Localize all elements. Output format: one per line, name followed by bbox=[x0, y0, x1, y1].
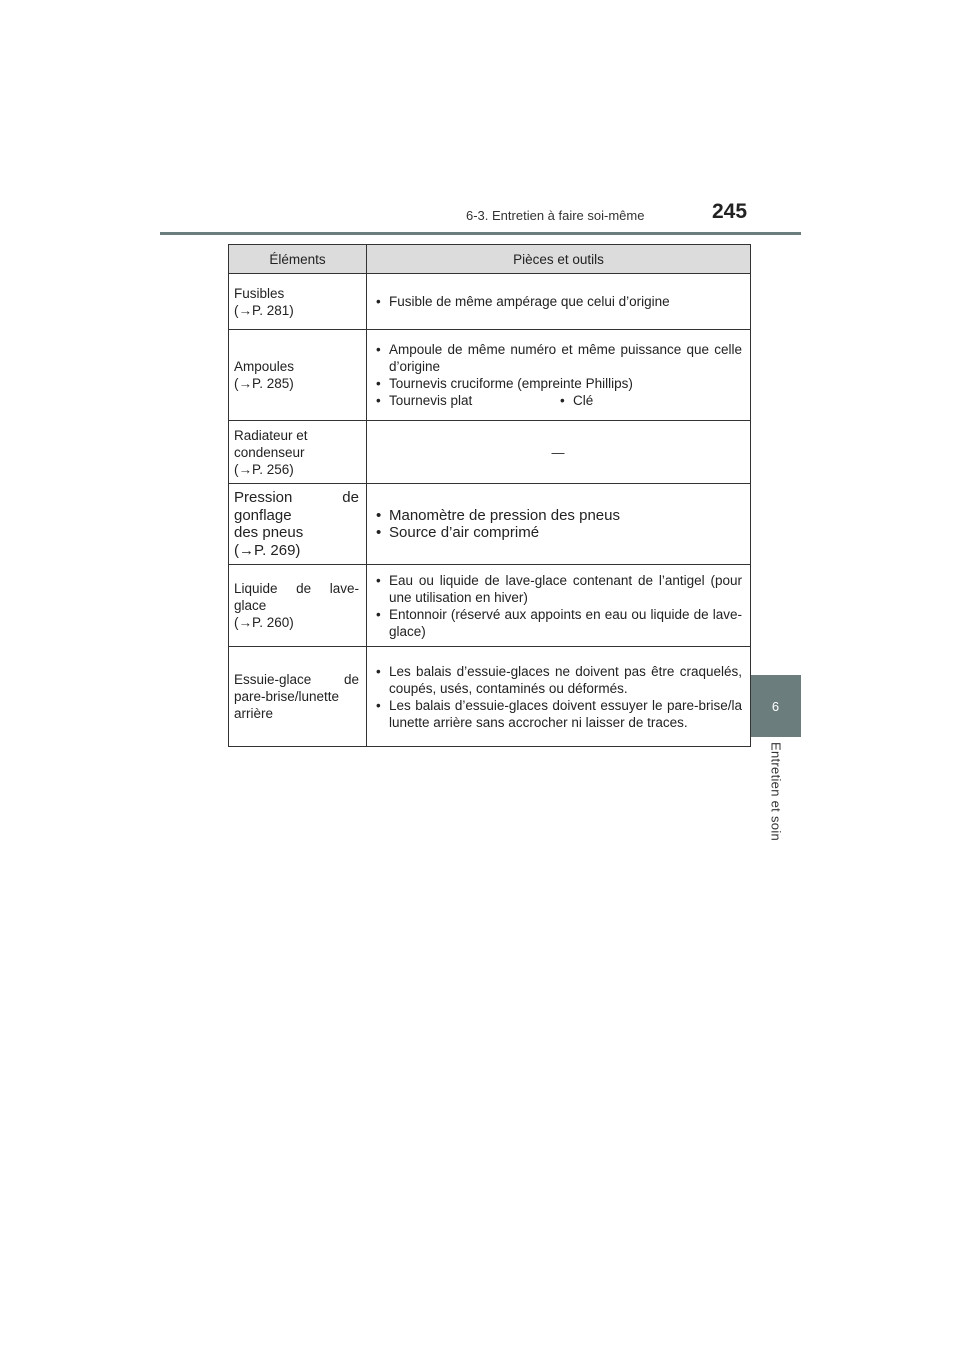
list-item: • Tournevis cruciforme (empreinte Phillips) bbox=[374, 375, 742, 392]
table-row bbox=[229, 565, 751, 647]
item-text: des pneus bbox=[234, 524, 304, 541]
page-reference: (→P. 260) bbox=[234, 615, 294, 630]
list-item: • Fusible de même ampérage que celui d’origine bbox=[374, 293, 742, 310]
tools-cell bbox=[367, 484, 751, 565]
item-text: Essuie-glace de pare-brise/lunette arrière bbox=[234, 672, 359, 721]
item-cell bbox=[229, 421, 367, 484]
page-reference: (→P. 281) bbox=[234, 302, 294, 318]
list-item: • Entonnoir (réservé aux appoints en eau ou liquide de lave-glace) bbox=[374, 606, 742, 640]
not-applicable-dash: — bbox=[551, 444, 565, 460]
item-text: Fusibles bbox=[234, 285, 285, 301]
item-text: Ampoules bbox=[234, 359, 295, 374]
table-row bbox=[229, 274, 751, 330]
section-title: 6-3. Entretien à faire soi-même bbox=[466, 208, 645, 223]
tools-cell bbox=[367, 647, 751, 747]
page-reference: (→P. 269) bbox=[234, 541, 301, 559]
item-cell bbox=[229, 330, 367, 421]
list-item: • Les balais d’essuie-glaces doivent essuyer le pare-brise/la lunette arrière sans accrocher ni laisser de traces. bbox=[374, 697, 742, 731]
item-cell bbox=[229, 647, 367, 747]
chapter-number: 6 bbox=[771, 698, 780, 714]
tools-cell bbox=[367, 330, 751, 421]
column-header-tools: Pièces et outils bbox=[367, 245, 751, 274]
chapter-label: Entretien et soin bbox=[768, 742, 784, 842]
header-divider bbox=[160, 232, 801, 235]
list-item: • Tournevis plat bbox=[374, 392, 558, 409]
page-reference: (→P. 256) bbox=[234, 461, 294, 477]
table-row bbox=[229, 647, 751, 747]
list-item: • Ampoule de même numéro et même puissance que celle d’origine bbox=[374, 341, 742, 375]
list-item: • Source d’air comprimé bbox=[374, 524, 742, 542]
parts-tools-table bbox=[228, 244, 751, 747]
chapter-tab bbox=[750, 675, 801, 737]
list-item: • Les balais d’essuie-glaces ne doivent pas être craquelés, coupés, usés, contaminés ou déformés. bbox=[374, 663, 742, 697]
tools-cell bbox=[367, 274, 751, 330]
item-text: Radiateur et bbox=[234, 427, 308, 443]
list-item: • Eau ou liquide de lave-glace contenant de l’antigel (pour une utilisation en hiver) bbox=[374, 572, 742, 606]
item-cell bbox=[229, 274, 367, 330]
tools-cell bbox=[367, 565, 751, 647]
page-number: 245 bbox=[712, 200, 748, 223]
item-cell bbox=[229, 565, 367, 647]
list-item: • Clé bbox=[558, 392, 742, 409]
item-cell bbox=[229, 484, 367, 565]
table-header-row bbox=[229, 245, 751, 274]
table-row bbox=[229, 421, 751, 484]
table-row bbox=[229, 484, 751, 565]
column-header-items: Éléments bbox=[229, 245, 367, 274]
page-reference: (→P. 285) bbox=[234, 376, 294, 391]
list-item: • Manomètre de pression des pneus bbox=[374, 507, 742, 525]
tools-cell bbox=[367, 421, 751, 484]
table-row bbox=[229, 330, 751, 421]
item-text: Liquide de lave-glace bbox=[234, 581, 359, 613]
item-text: condenseur bbox=[234, 444, 305, 460]
item-text: Pression de gonflage bbox=[234, 489, 359, 524]
